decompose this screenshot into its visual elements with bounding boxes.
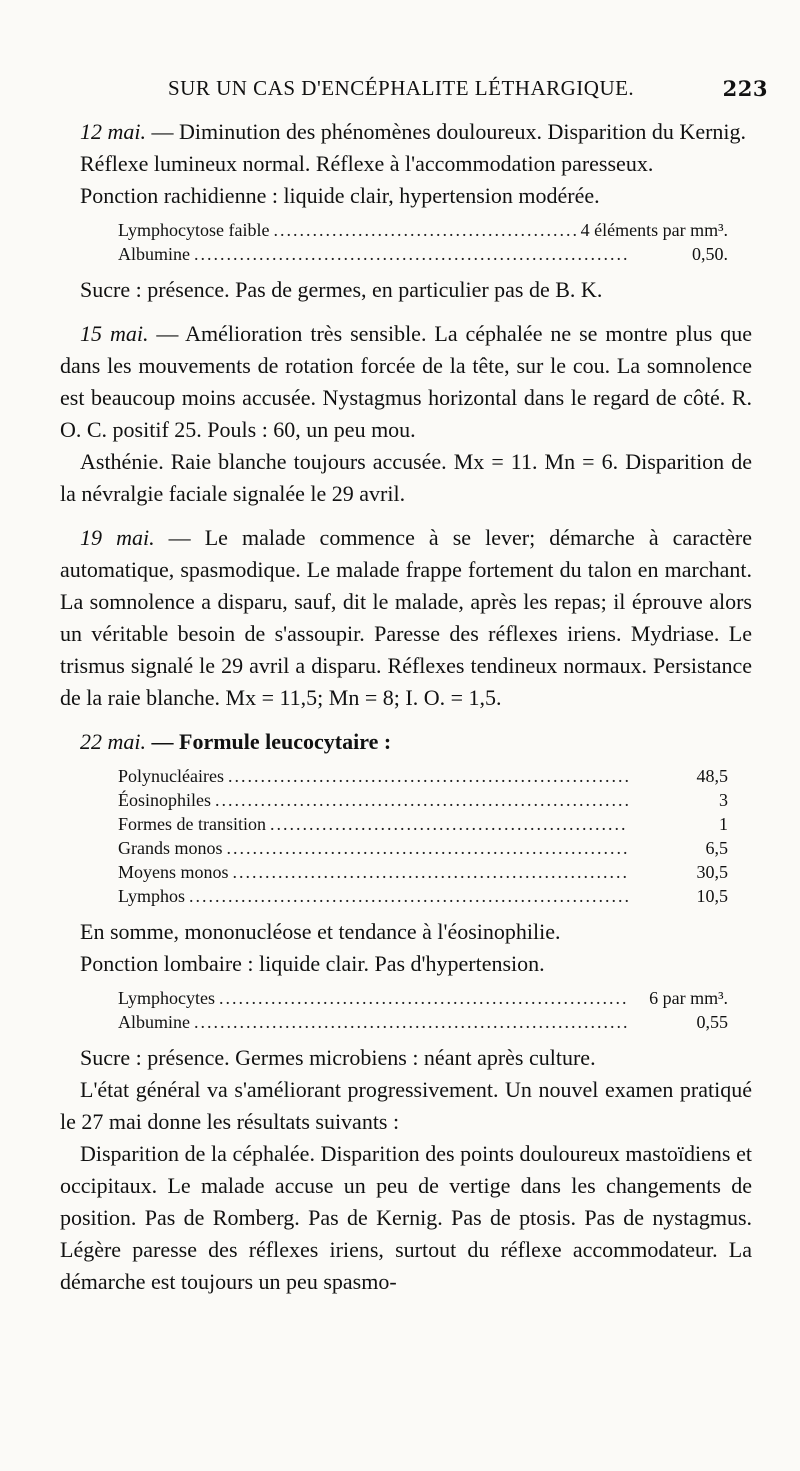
date-12-mai: 12 mai.	[80, 119, 146, 144]
row-label: Grands monos	[118, 838, 223, 858]
running-title: SUR UN CAS D'ENCÉPHALITE LÉTHARGIQUE.	[168, 76, 635, 100]
row-value: 6 par mm³.	[649, 988, 728, 1008]
paragraph-reflexes: Réflexe lumineux normal. Réflexe à l'accommodation paresseux.	[80, 151, 654, 176]
row-value: 0,50.	[692, 244, 728, 264]
row-label: Moyens monos	[118, 862, 229, 882]
csf-table-1	[118, 218, 728, 266]
date-19-mai: 19 mai.	[80, 525, 155, 550]
paragraph-15-mai	[60, 318, 752, 446]
paragraph-etat-general: L'état général va s'améliorant progressivement. Un nouvel examen pratiqué le 27 mai donne les résultats suivants :	[60, 1077, 752, 1134]
table-row	[118, 986, 728, 1010]
table-row	[118, 860, 728, 884]
row-value: 48,5	[696, 766, 728, 786]
running-header	[168, 76, 768, 101]
row-value: 1	[719, 814, 728, 834]
row-value: 4 éléments par mm³.	[580, 220, 728, 240]
table-row	[118, 242, 728, 266]
paragraph-asthenie: Asthénie. Raie blanche toujours accusée. Mx = 11. Mn = 6. Disparition de la névralgie faciale signalée le 29 avril.	[60, 449, 752, 506]
row-label: Lymphocytose faible	[118, 220, 270, 240]
table-row	[118, 788, 728, 812]
body-text	[60, 116, 752, 1298]
table-row	[118, 884, 728, 908]
paragraph-disparition: Disparition de la céphalée. Disparition des points douloureux mastoïdiens et occipitaux. Le malade accuse un peu de vertige dans les changements de position. Pas de Romberg. Pas de Kernig. Pas de ptosis. Pas de nystagmus. Légère paresse des réflexes iriens, surtout du réflexe accommodateur. La démarche est toujours un peu spasmo-	[60, 1141, 752, 1294]
row-value: 10,5	[696, 886, 728, 906]
page-number: 223	[722, 76, 768, 101]
date-22-mai: 22 mai.	[80, 729, 146, 754]
row-label: Éosinophiles	[118, 790, 211, 810]
table-row	[118, 836, 728, 860]
row-label: Albumine	[118, 244, 190, 264]
paragraph-sucre-1: Sucre : présence. Pas de germes, en particulier pas de B. K.	[80, 277, 603, 302]
row-value: 6,5	[705, 838, 728, 858]
paragraph-ponction-1: Ponction rachidienne : liquide clair, hypertension modérée.	[80, 183, 600, 208]
text-22-mai-1: — Formule leucocytaire :	[146, 729, 392, 754]
row-value: 3	[719, 790, 728, 810]
row-label: Albumine	[118, 1012, 190, 1032]
date-15-mai: 15 mai.	[80, 321, 149, 346]
row-label: Lymphos	[118, 886, 186, 906]
paragraph-12-mai	[60, 116, 752, 148]
table-row	[118, 764, 728, 788]
paragraph-22-mai	[60, 726, 752, 758]
table-row	[118, 1010, 728, 1034]
paragraph-19-mai	[60, 522, 752, 714]
leukocyte-table	[118, 764, 728, 908]
row-label: Lymphocytes	[118, 988, 215, 1008]
row-value: 0,55	[696, 1012, 728, 1032]
row-label: Polynucléaires	[118, 766, 224, 786]
text-12-mai-1: — Diminution des phénomènes douloureux. Disparition du Kernig.	[146, 119, 747, 144]
row-label: Formes de transition	[118, 814, 266, 834]
paragraph-ponction-2: Ponction lombaire : liquide clair. Pas d'hypertension.	[80, 951, 545, 976]
row-value: 30,5	[696, 862, 728, 882]
text-15-mai-1: — Amélioration très sensible. La céphalée ne se montre plus que dans les mouvements de rotation forcée de la tête, sur le cou. La somnolence est beaucoup moins accusée. Nystagmus horizontal dans le regard de côté. R. O. C. positif 25. Pouls : 60, un peu mou.	[60, 321, 753, 442]
table-row	[118, 218, 728, 242]
paragraph-en-somme: En somme, mononucléose et tendance à l'éosinophilie.	[80, 919, 561, 944]
paragraph-sucre-2: Sucre : présence. Germes microbiens : néant après culture.	[80, 1045, 596, 1070]
csf-table-2	[118, 986, 728, 1034]
table-row	[118, 812, 728, 836]
text-19-mai-1: — Le malade commence à se lever; démarche à caractère automatique, spasmodique. Le malade frappe fortement du talon en marchant. La somnolence a disparu, sauf, dit le malade, après les repas; il éprouve alors un véritable besoin de s'assoupir. Paresse des réflexes iriens. Mydriase. Le trismus signalé le 29 avril a disparu. Réflexes tendineux normaux. Persistance de la raie blanche. Mx = 11,5; Mn = 8; I. O. = 1,5.	[60, 525, 753, 710]
